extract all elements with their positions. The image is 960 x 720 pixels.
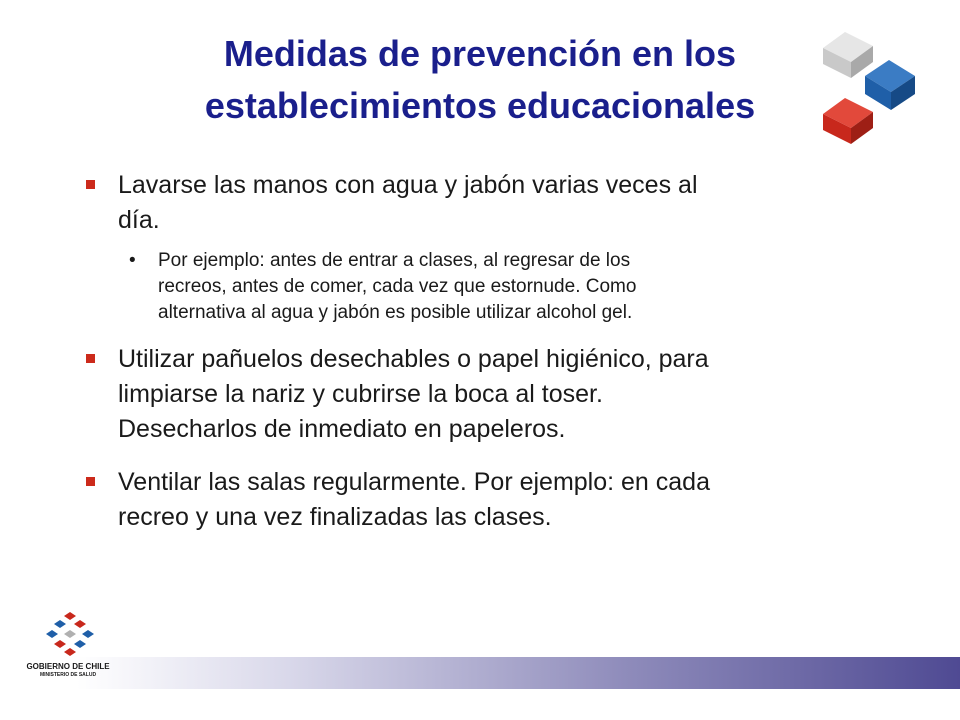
bullet-item bbox=[80, 342, 870, 447]
org-ministry: MINISTERIO DE SALUD bbox=[39, 672, 97, 678]
bullet-text-line: limpiarse la nariz y cubrirse la boca al toser. bbox=[118, 380, 603, 408]
square-bullet-icon bbox=[86, 180, 95, 189]
bullet-list bbox=[80, 168, 870, 545]
sub-bullet-text-line: Por ejemplo: antes de entrar a clases, al regresar de los bbox=[158, 250, 631, 271]
bullet-text-line: día. bbox=[118, 206, 160, 234]
slide-title-line-2: establecimientos educacionales bbox=[204, 85, 756, 126]
bullet-text-line: Lavarse las manos con agua y jabón varias veces al bbox=[118, 171, 698, 199]
sub-bullet-item bbox=[80, 248, 870, 326]
square-bullet-icon bbox=[86, 477, 95, 486]
sub-bullet-text-line: recreos, antes de comer, cada vez que estornude. Como bbox=[158, 276, 637, 297]
bullet-text-line: Utilizar pañuelos desechables o papel higiénico, para bbox=[118, 345, 709, 373]
chile-cubes-logo-icon bbox=[815, 28, 925, 148]
slide-title-line-1: Medidas de prevención en los bbox=[223, 33, 737, 74]
slide-title bbox=[110, 28, 850, 132]
footer-gradient-band bbox=[0, 657, 960, 689]
gobierno-de-chile-text bbox=[18, 662, 118, 680]
bullet-text-line: Ventilar las salas regularmente. Por ejemplo: en cada bbox=[118, 468, 710, 496]
square-bullet-icon bbox=[86, 354, 95, 363]
bullet-item bbox=[80, 465, 870, 535]
sub-bullet-text-line: alternativa al agua y jabón es posible utilizar alcohol gel. bbox=[158, 302, 633, 323]
bullet-item bbox=[80, 168, 870, 238]
bullet-text-line: Desecharlos de inmediato en papeleros. bbox=[118, 415, 566, 443]
org-name: GOBIERNO DE CHILE bbox=[26, 662, 110, 671]
round-bullet-icon: • bbox=[129, 250, 136, 271]
bullet-text-line: recreo y una vez finalizadas las clases. bbox=[118, 503, 552, 531]
